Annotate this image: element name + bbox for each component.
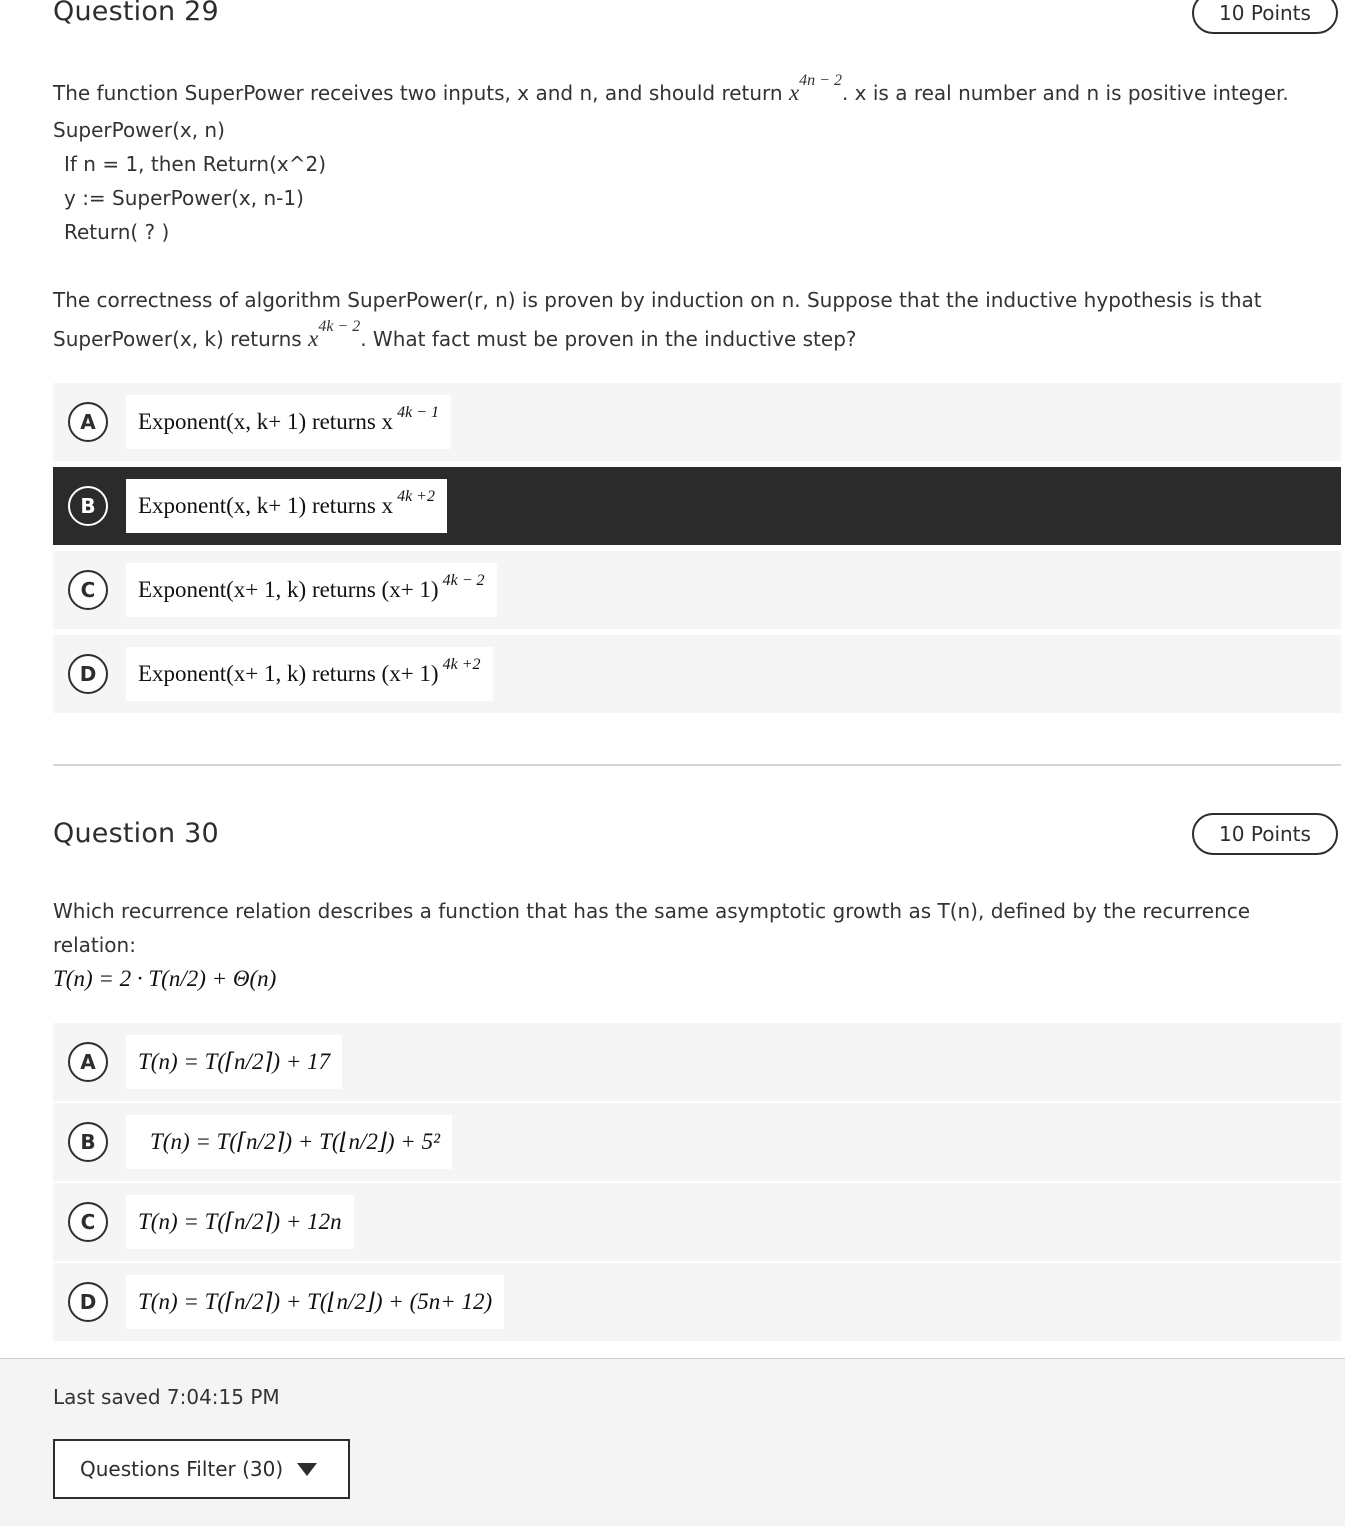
option-formula-text: Exponent(x, k+ 1) returns x (138, 493, 394, 518)
option-formula: Exponent(x, k+ 1) returns x $^{4k - 1}$ (126, 395, 451, 449)
para2-text: SuperPower(x, k) returns (53, 327, 309, 351)
question-30-points-badge: 10 Points (1192, 813, 1338, 855)
questions-filter-button[interactable] (53, 1439, 350, 1499)
option-formula: T(n) = T(⌈n/2⌉) + 17 (126, 1035, 342, 1089)
question-30-line2: relation: (53, 933, 136, 957)
question-29-intro (53, 72, 1289, 106)
para2-text-after: . What fact must be proven in the inductive step? (360, 327, 857, 351)
para2-math-exponent: 4k − 2 (318, 318, 361, 336)
option-letter-d: D (68, 1282, 108, 1322)
q30-option-d[interactable] (53, 1263, 1341, 1341)
option-letter-c: C (68, 1202, 108, 1242)
question-30-formula: T(n) = 2 · T(n/2) + Θ(n) (53, 966, 277, 991)
code-line: SuperPower(x, n) (53, 118, 225, 142)
question-29-title: Question 29 (53, 0, 219, 27)
questions-filter-label: Questions Filter (30) (80, 1457, 284, 1481)
para2-math (308, 318, 361, 351)
option-formula: T(n) = T(⌈n/2⌉) + T(⌊n/2⌋) + (5n+ 12) (126, 1275, 504, 1329)
question-29-para2-line2 (53, 318, 857, 352)
last-saved-status: Last saved 7:04:15 PM (53, 1385, 280, 1409)
code-line: If n = 1, then Return(x^2) (64, 152, 327, 176)
option-formula: Exponent(x+ 1, k) returns (x+ 1) $^{4k - 2}$ (126, 563, 497, 617)
question-29-points-badge: 10 Points (1192, 0, 1338, 34)
question-divider (53, 764, 1341, 766)
option-letter-a: A (68, 1042, 108, 1082)
q29-option-d[interactable] (53, 635, 1341, 713)
q29-option-c[interactable] (53, 551, 1341, 629)
caret-down-icon (297, 1463, 317, 1476)
code-line: y := SuperPower(x, n-1) (64, 186, 304, 210)
option-letter-d: D (68, 654, 108, 694)
intro-text-after: . x is a real number and n is positive integer. (841, 81, 1289, 105)
para2-math-base: x (308, 326, 319, 351)
option-letter-a: A (68, 402, 108, 442)
q30-option-a[interactable] (53, 1023, 1341, 1101)
q30-option-c[interactable] (53, 1183, 1341, 1261)
option-formula: T(n) = T(⌈n/2⌉) + 12n (126, 1195, 354, 1249)
intro-math-exponent: 4n − 2 (799, 72, 842, 90)
code-line: Return( ? ) (64, 220, 170, 244)
option-formula-text: Exponent(x+ 1, k) returns (x+ 1) (138, 577, 439, 602)
option-letter-b: B (68, 486, 108, 526)
option-formula: Exponent(x+ 1, k) returns (x+ 1) $^{4k +2}$ (126, 647, 493, 701)
option-letter-b: B (68, 1122, 108, 1162)
intro-math-base: x (788, 80, 800, 105)
option-formula-text: Exponent(x+ 1, k) returns (x+ 1) (138, 661, 439, 686)
intro-math (788, 72, 842, 105)
question-29-para2-line1: The correctness of algorithm SuperPower(r, n) is proven by induction on n. Suppose that the inductive hypothesis is that (53, 288, 1262, 312)
q29-option-a[interactable] (53, 383, 1341, 461)
question-30-line1: Which recurrence relation describes a function that has the same asymptotic growth as T(n), defined by the recurrence (53, 899, 1251, 923)
q29-option-b[interactable] (53, 467, 1341, 545)
footer-bar (0, 1358, 1345, 1526)
option-formula-text: Exponent(x, k+ 1) returns x (138, 409, 394, 434)
q30-option-b[interactable] (53, 1103, 1341, 1181)
option-letter-c: C (68, 570, 108, 610)
option-formula: Exponent(x, k+ 1) returns x $^{4k +2}$ (126, 479, 447, 533)
question-30-title: Question 30 (53, 818, 219, 849)
option-formula: T(n) = T(⌈n/2⌉) + T(⌊n/2⌋) + 5² (126, 1115, 452, 1169)
intro-text: The function SuperPower receives two inputs, x and n, and should return (53, 81, 789, 105)
